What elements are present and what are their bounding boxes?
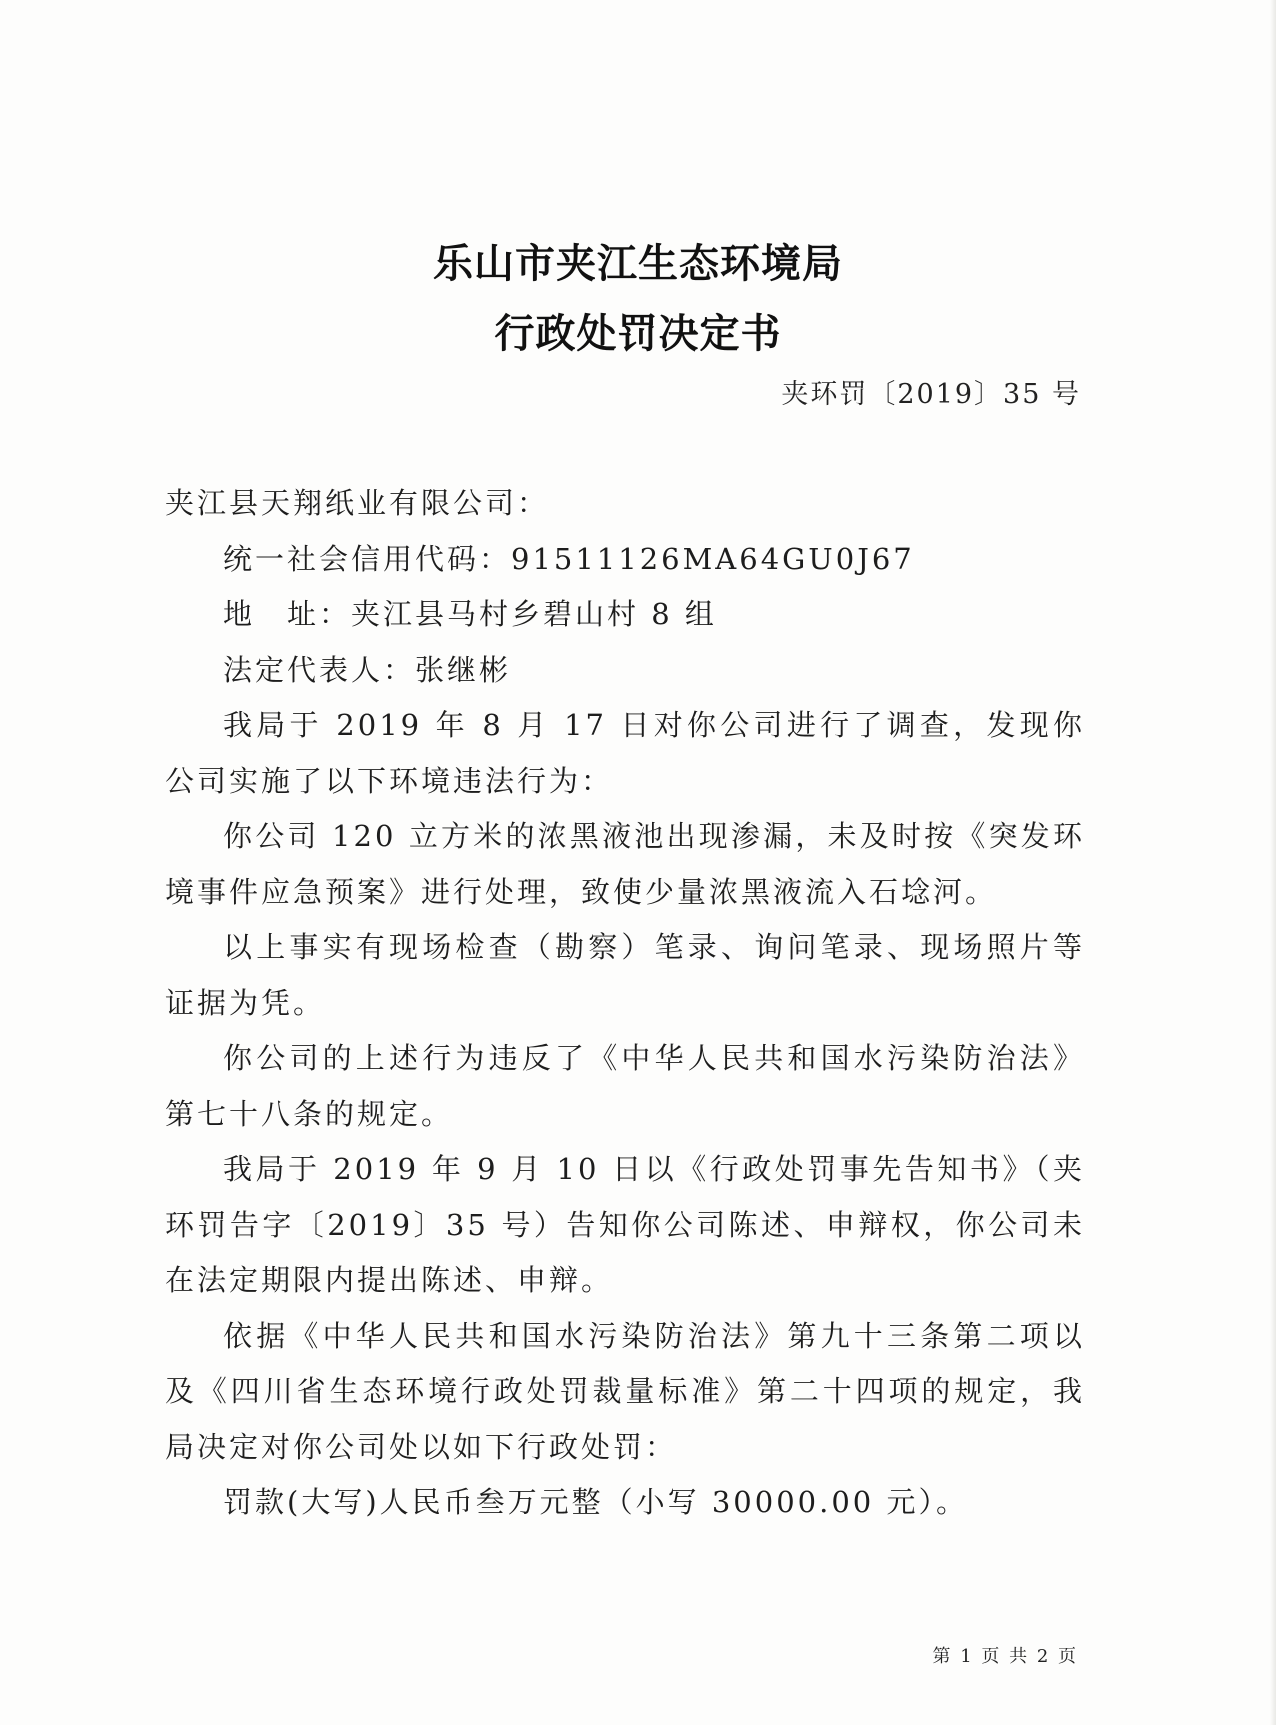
document-body [165,476,1085,1531]
paragraph-notice: 我局于 2019 年 9 月 10 日以《行政处罚事先告知书》（夹环罚告字〔2019〕35 号）告知你公司陈述、申辩权，你公司未在法定期限内提出陈述、申辩。 [165,1152,1085,1297]
paragraph-evidence: 以上事实有现场检查（勘察）笔录、询问笔录、现场照片等证据为凭。 [165,930,1085,1020]
paragraph-basis: 依据《中华人民共和国水污染防治法》第九十三条第二项以及《四川省生态环境行政处罚裁量标准》第二十四项的规定，我局决定对你公司处以如下行政处罚： [165,1318,1085,1464]
addressee: 夹江县天翔纸业有限公司： [165,486,550,520]
company-address: 地 址：夹江县马村乡碧山村 8 组 [223,597,717,631]
paragraph-investigation: 我局于 2019 年 8 月 17 日对你公司进行了调查，发现你公司实施了以下环境违法行为： [165,708,1085,798]
document-number: 夹环罚〔2019〕35 号 [781,379,1081,410]
page-footer: 第 1 页 共 2 页 [932,1646,1078,1667]
credit-code: 统一社会信用代码：91511126MA64GU0J67 [223,541,915,576]
document-title-type: 行政处罚决定书 [494,310,782,357]
legal-representative: 法定代表人：张继彬 [223,652,512,687]
paragraph-law-violated: 你公司的上述行为违反了《中华人民共和国水污染防治法》第七十八条的规定。 [165,1041,1085,1131]
paragraph-violation: 你公司 120 立方米的浓黑液池出现渗漏，未及时按《突发环境事件应急预案》进行处理，致使少量浓黑液流入石埝河。 [165,819,1085,909]
paragraph-penalty: 罚款(大写)人民币叁万元整（小写 30000.00 元）。 [223,1485,968,1519]
document-title-agency: 乐山市夹江生态环境局 [433,240,843,287]
